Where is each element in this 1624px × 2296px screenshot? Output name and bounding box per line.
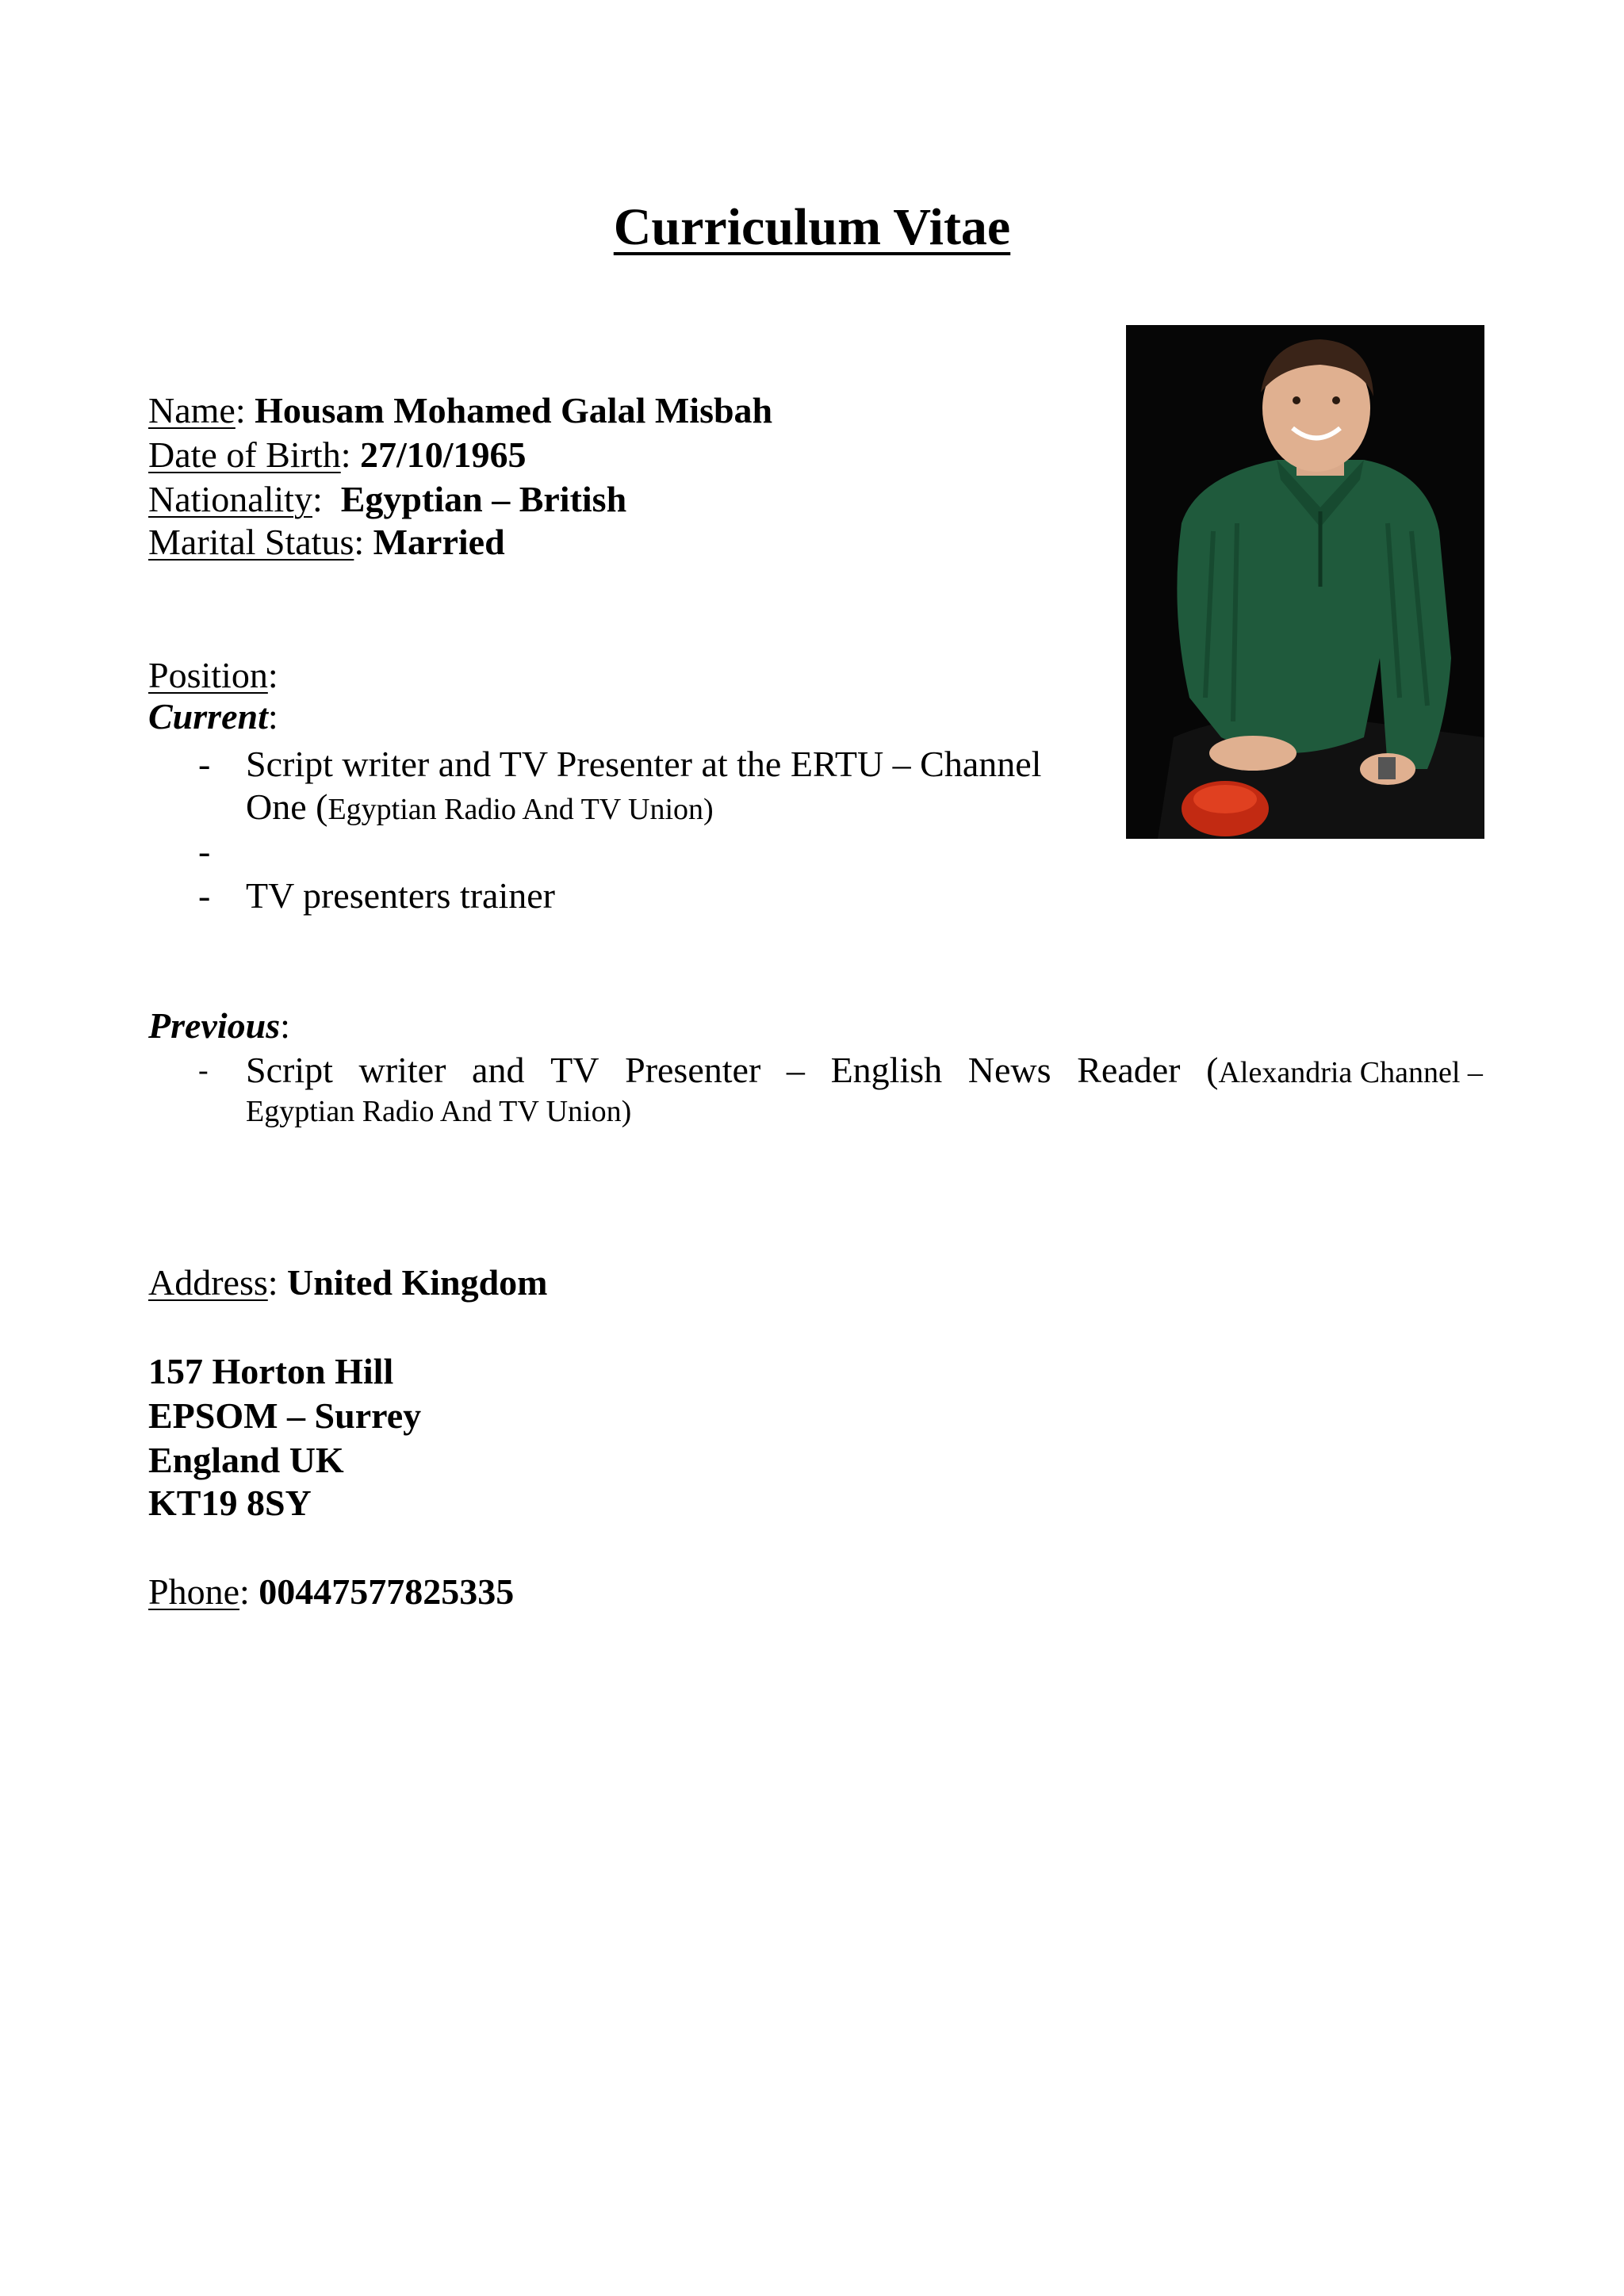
marital-row: Marital Status: Married	[148, 522, 505, 562]
position-heading: Position:	[148, 655, 278, 695]
previous-label: Previous	[148, 1005, 281, 1046]
previous-heading: Previous:	[148, 1005, 290, 1046]
prev-word: and	[472, 1050, 525, 1090]
prev-word: News	[967, 1050, 1051, 1090]
prev-small-tail: Alexandria Channel –	[1218, 1056, 1483, 1089]
marital-label: Marital Status	[148, 522, 354, 562]
nationality-value: Egyptian – British	[340, 479, 627, 519]
prev-word: writer	[358, 1050, 446, 1090]
current-label: Current	[148, 696, 268, 737]
phone-value: 00447577825335	[259, 1571, 515, 1612]
current-item-3: TV presenters trainer	[246, 875, 555, 916]
document-title: Curriculum Vitae	[613, 198, 1011, 256]
person-photo-icon	[1126, 325, 1484, 839]
address-line-1: 157 Horton Hill	[148, 1351, 394, 1391]
phone-row: Phone: 00447577825335	[148, 1571, 515, 1612]
nationality-label: Nationality	[148, 479, 312, 519]
prev-tail	[1206, 1048, 1483, 1095]
dob-label: Date of Birth	[148, 434, 341, 475]
address-country: United Kingdom	[287, 1262, 548, 1303]
profile-photo	[1126, 325, 1484, 839]
position-label: Position	[148, 655, 268, 695]
prev-word: Script	[246, 1050, 333, 1090]
current-item-1-line2-main: One (	[246, 786, 328, 827]
current-item-1-line2	[246, 785, 714, 832]
address-label: Address	[148, 1262, 268, 1303]
current-heading: Current:	[148, 696, 278, 737]
dob-row: Date of Birth: 27/10/1965	[148, 434, 527, 475]
name-label: Name	[148, 390, 236, 430]
prev-word: Reader	[1077, 1050, 1181, 1090]
previous-item-1-line2: Egyptian Radio And TV Union)	[246, 1095, 632, 1128]
bullet-marker: -	[198, 744, 211, 784]
bullet-marker: -	[198, 1054, 209, 1087]
prev-word: Presenter	[625, 1050, 761, 1090]
phone-label: Phone	[148, 1571, 239, 1612]
address-row: Address: United Kingdom	[148, 1262, 548, 1303]
prev-word: –	[786, 1050, 805, 1090]
dob-value: 27/10/1965	[360, 434, 527, 475]
prev-word: English	[830, 1050, 943, 1090]
current-item-1-line2-small: Egyptian Radio And TV Union)	[327, 793, 714, 826]
prev-paren-open: (	[1206, 1050, 1219, 1090]
marital-value: Married	[373, 522, 505, 562]
address-line-3: England UK	[148, 1440, 344, 1480]
name-value: Housam Mohamed Galal Misbah	[255, 390, 773, 430]
prev-word: TV	[550, 1050, 599, 1090]
previous-item-1-line1	[246, 1048, 1483, 1095]
bullet-marker: -	[198, 831, 211, 871]
nationality-row: Nationality: Egyptian – British	[148, 479, 627, 519]
bullet-marker: -	[198, 875, 211, 916]
address-line-4: KT19 8SY	[148, 1483, 312, 1523]
current-item-1-line1: Script writer and TV Presenter at the ERTU – Channel	[246, 744, 1042, 784]
name-row: Name: Housam Mohamed Galal Misbah	[148, 390, 773, 430]
address-line-2: EPSOM – Surrey	[148, 1395, 422, 1436]
